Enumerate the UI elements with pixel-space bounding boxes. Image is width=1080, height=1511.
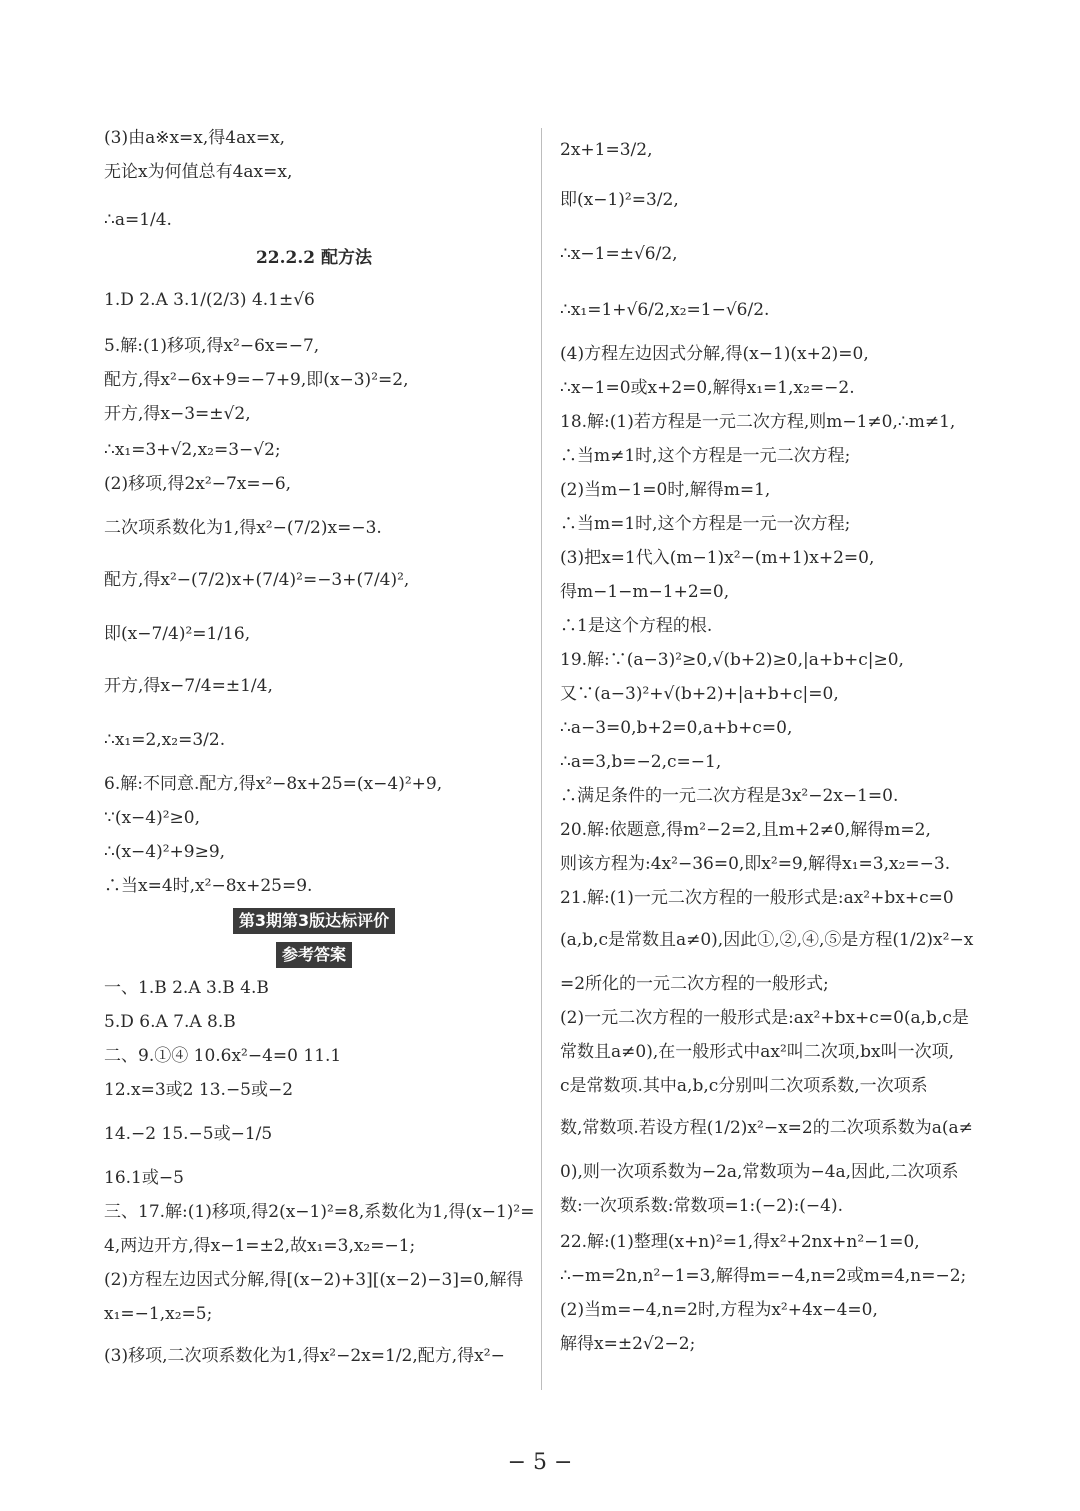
text-line: 三、17.解:(1)移项,得2(x−1)²=8,系数化为1,得(x−1)²= (104, 1202, 535, 1222)
text-line: c是常数项.其中a,b,c分别叫二次项系数,一次项系 (560, 1076, 928, 1096)
text-line: 19.解:∵(a−3)²≥0,√(b+2)≥0,|a+b+c|≥0, (560, 650, 904, 670)
text-line: 18.解:(1)若方程是一元二次方程,则m−1≠0,∴m≠1, (560, 412, 956, 432)
text-line: ∴1是这个方程的根. (560, 616, 713, 636)
text-line: ∴a=3,b=−2,c=−1, (560, 752, 722, 772)
text-line: (2)当m−1=0时,解得m=1, (560, 480, 771, 500)
text-line: ∵(x−4)²≥0, (104, 808, 201, 828)
text-line: ∴−m=2n,n²−1=3,解得m=−4,n=2或m=4,n=−2; (560, 1266, 967, 1286)
text-line: ∴当x=4时,x²−8x+25=9. (104, 876, 313, 896)
banner-label: 第3期第3版达标评价 (233, 908, 395, 934)
text-line: ∴当m=1时,这个方程是一元一次方程; (560, 514, 851, 534)
text-line: 又∵(a−3)²+√(b+2)+|a+b+c|=0, (560, 684, 839, 704)
text-line: (2)移项,得2x²−7x=−6, (104, 474, 292, 494)
text-line: 6.解:不同意.配方,得x²−8x+25=(x−4)²+9, (104, 774, 443, 794)
text-line: 常数且a≠0),在一般形式中ax²叫二次项,bx叫一次项, (560, 1042, 955, 1062)
text-line: ∴x₁=3+√2,x₂=3−√2; (104, 440, 281, 460)
text-line: ∴当m≠1时,这个方程是一元二次方程; (560, 446, 851, 466)
text-line: (2)方程左边因式分解,得[(x−2)+3][(x−2)−3]=0,解得 (104, 1270, 524, 1290)
text-line: 21.解:(1)一元二次方程的一般形式是:ax²+bx+c=0 (560, 888, 954, 908)
text-line: (3)由a※x=x,得4ax=x, (104, 128, 286, 148)
text-line: 开方,得x−3=±√2, (104, 404, 251, 424)
text-line: 配方,得x²−(7/2)x+(7/4)²=−3+(7/4)², (104, 570, 410, 590)
text-line: 14.−2 15.−5或−1/5 (104, 1124, 273, 1144)
section-banner (104, 942, 524, 968)
text-line: 0),则一次项系数为−2a,常数项为−4a,因此,二次项系 (560, 1162, 959, 1182)
section-heading: 22.2.2 配方法 (255, 248, 373, 268)
text-line: 2x+1=3/2, (560, 140, 653, 160)
text-line: 则该方程为:4x²−36=0,即x²=9,解得x₁=3,x₂=−3. (560, 854, 951, 874)
text-line: ∴a=1/4. (104, 210, 172, 230)
text-line: 二、9.①④ 10.6x²−4=0 11.1 (104, 1046, 342, 1066)
text-line: ∴x₁=2,x₂=3/2. (104, 730, 226, 750)
text-line: 1.D 2.A 3.1/(2/3) 4.1±√6 (104, 290, 315, 310)
text-line: (a,b,c是常数且a≠0),因此①,②,④,⑤是方程(1/2)x²−x (560, 930, 974, 950)
text-line: 即(x−7/4)²=1/16, (104, 624, 251, 644)
text-line: ∴(x−4)²+9≥9, (104, 842, 226, 862)
text-line: 配方,得x²−6x+9=−7+9,即(x−3)²=2, (104, 370, 409, 390)
text-line: x₁=−1,x₂=5; (104, 1304, 213, 1324)
text-line: 5.解:(1)移项,得x²−6x=−7, (104, 336, 320, 356)
text-line: 20.解:依题意,得m²−2=2,且m+2≠0,解得m=2, (560, 820, 931, 840)
text-line: 数:一次项系数:常数项=1:(−2):(−4). (560, 1196, 844, 1216)
text-line: 得m−1−m−1+2=0, (560, 582, 730, 602)
text-line: 一、1.B 2.A 3.B 4.B (104, 978, 269, 998)
text-line: =2所化的一元二次方程的一般形式; (560, 974, 829, 994)
text-line: 4,两边开方,得x−1=±2,故x₁=3,x₂=−1; (104, 1236, 416, 1256)
text-line: 开方,得x−7/4=±1/4, (104, 676, 273, 696)
text-line: 二次项系数化为1,得x²−(7/2)x=−3. (104, 518, 382, 538)
text-line: 22.解:(1)整理(x+n)²=1,得x²+2nx+n²−1=0, (560, 1232, 920, 1252)
text-line: ∴a−3=0,b+2=0,a+b+c=0, (560, 718, 793, 738)
text-line: ∴x−1=0或x+2=0,解得x₁=1,x₂=−2. (560, 378, 855, 398)
text-line: ∴x₁=1+√6/2,x₂=1−√6/2. (560, 300, 770, 320)
text-line: ∴满足条件的一元二次方程是3x²−2x−1=0. (560, 786, 899, 806)
text-line: (2)当m=−4,n=2时,方程为x²+4x−4=0, (560, 1300, 878, 1320)
text-line: 5.D 6.A 7.A 8.B (104, 1012, 236, 1032)
text-line: (2)一元二次方程的一般形式是:ax²+bx+c=0(a,b,c是 (560, 1008, 969, 1028)
section-banner (104, 908, 524, 934)
text-line: 解得x=±2√2−2; (560, 1334, 696, 1354)
text-line: 12.x=3或2 13.−5或−2 (104, 1080, 294, 1100)
text-line: 16.1或−5 (104, 1168, 184, 1188)
text-line: ∴x−1=±√6/2, (560, 244, 678, 264)
banner-label: 参考答案 (276, 942, 352, 968)
column-divider (541, 128, 542, 1390)
text-line: (3)移项,二次项系数化为1,得x²−2x=1/2,配方,得x²− (104, 1346, 505, 1366)
text-line: (4)方程左边因式分解,得(x−1)(x+2)=0, (560, 344, 869, 364)
text-line: 数,常数项.若设方程(1/2)x²−x=2的二次项系数为a(a≠ (560, 1118, 973, 1138)
page-number: − 5 − (507, 1450, 573, 1475)
text-line: (3)把x=1代入(m−1)x²−(m+1)x+2=0, (560, 548, 875, 568)
text-line: 即(x−1)²=3/2, (560, 190, 679, 210)
text-line: 无论x为何值总有4ax=x, (104, 162, 293, 182)
